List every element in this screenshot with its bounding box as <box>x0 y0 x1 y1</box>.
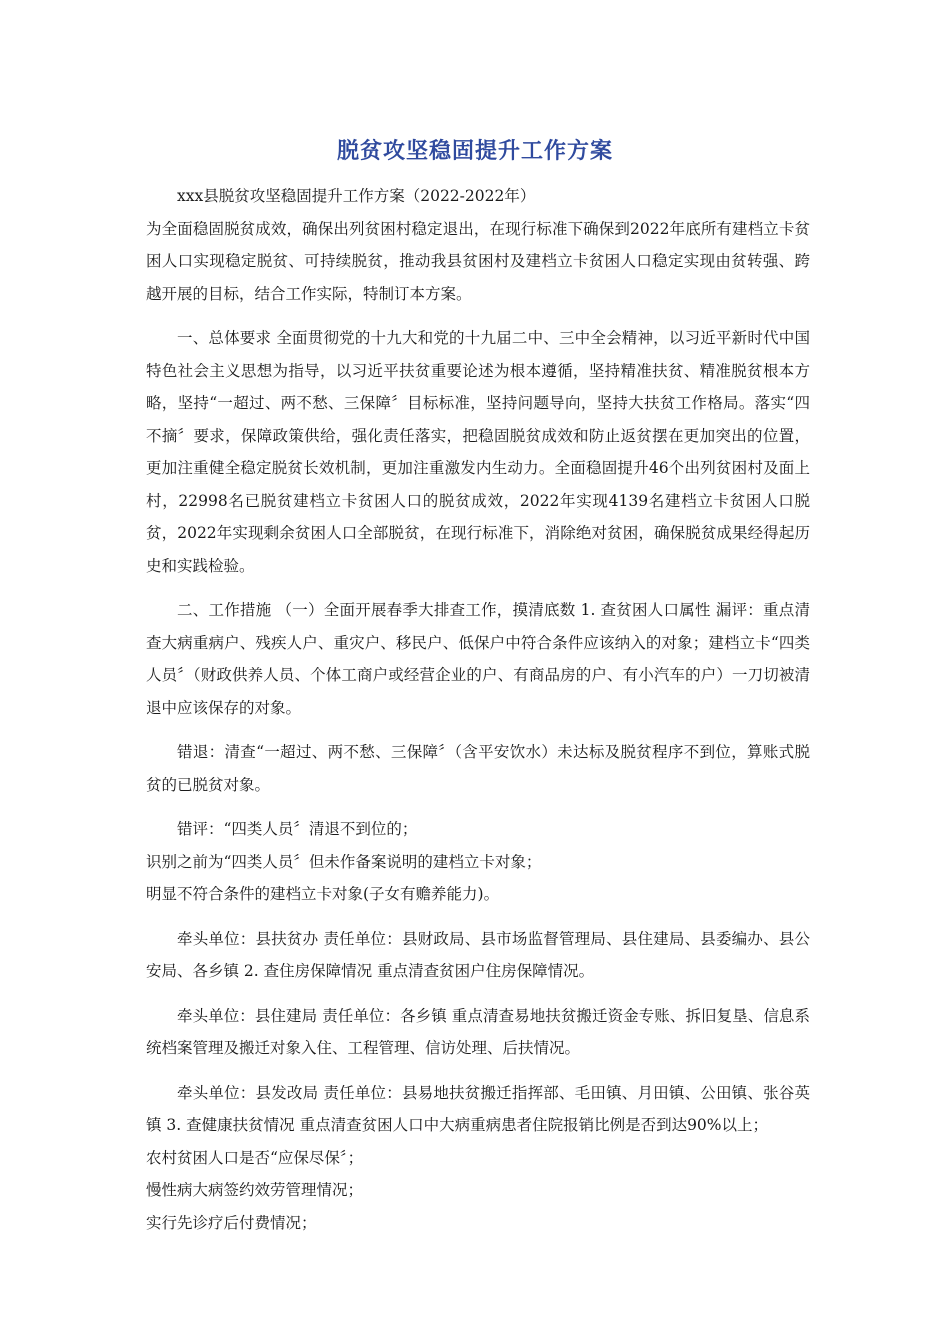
paragraph-wrong-evaluation-item-2: 明显不符合条件的建档立卡对象(子女有赡养能力)。 <box>146 885 500 903</box>
paragraph-wrong-exit: 错退：清查“一超过、两不愁、三保障〞（含平安饮水）未达标及脱贫程序不到位，算账式脱贫的已脱贫对象。 <box>146 743 810 794</box>
paragraph-work-measures: 二、工作措施 （一）全面开展春季大排查工作，摸清底数 1. 查贫困人口属性 漏评：重点清查大病重病户、残疾人户、重灾户、移民户、低保户中符合条件应该纳入的对象；建档立卡“四类人员〞（财政供养人员、个体工商户或经营企业的户、有商品房的户、有小汽车的户）一刀切被清退中应该保存的对象。 <box>146 601 810 717</box>
paragraph-health-item-3: 实行先诊疗后付费情况； <box>146 1213 317 1232</box>
document-body <box>146 180 810 1239</box>
paragraph-lead-unit-housing: 牵头单位：县住建局 责任单位：各乡镇 重点清查易地扶贫搬迁资金专账、拆旧复垦、信息系统档案管理及搬迁对象入住、工程管理、信访处理、后扶情况。 <box>146 1006 810 1057</box>
document-title: 脱贫攻坚稳固提升工作方案 <box>336 139 613 164</box>
paragraph-general-requirements: 一、总体要求 全面贯彻党的十九大和党的十九届二中、三中全会精神，以习近平新时代中国特色社会主义思想为指导，以习近平扶贫重要论述为根本遵循，坚持精准扶贫、精准脱贫根本方略，坚持“一超过、两不愁、三保障〞目标标准，坚持问题导向，坚持大扶贫工作格局。落实“四不摘〞要求，保障政策供给，强化责任落实，把稳固脱贫成效和防止返贫摆在更加突出的位置，更加注重健全稳定脱贫长效机制，更加注重激发内生动力。全面稳固提升46个出列贫困村及面上村，22998名已脱贫建档立卡贫困人口的脱贫成效，2022年实现4139名建档立卡贫困人口脱贫，2022年实现剩余贫困人口全部脱贫，在现行标准下，消除绝对贫困，确保脱贫成果经得起历史和实践检验。 <box>146 329 810 575</box>
paragraph-health-item-1: 农村贫困人口是否“应保尽保〞； <box>146 1148 364 1167</box>
paragraph-wrong-evaluation-item-1: 识别之前为“四类人员〞但未作备案说明的建档立卡对象； <box>146 852 542 871</box>
paragraph-lead-unit-development: 牵头单位：县发改局 责任单位：县易地扶贫搬迁指挥部、毛田镇、月田镇、公田镇、张谷英镇 3. 查健康扶贫情况 重点清查贫困人口中大病重病患者住院报销比例是否到达90%以上； <box>146 1083 810 1134</box>
paragraph-wrong-evaluation: 错评：“四类人员〞清退不到位的； <box>177 820 418 838</box>
paragraph-lead-unit-poverty-office: 牵头单位：县扶贫办 责任单位：县财政局、县市场监督管理局、县住建局、县委编办、县公安局、各乡镇 2. 查住房保障情况 重点清查贫困户住房保障情况。 <box>146 929 810 980</box>
paragraph-intro: 为全面稳固脱贫成效，确保出列贫困村稳定退出，在现行标准下确保到2022年底所有建档立卡贫困人口实现稳定脱贫、可持续脱贫，推动我县贫困村及建档立卡贫困人口稳定实现由贫转强、跨越开展的目标，结合工作实际，特制订本方案。 <box>146 219 810 303</box>
paragraph-subtitle: xxx县脱贫攻坚稳固提升工作方案（2022-2022年） <box>177 187 536 205</box>
paragraph-health-item-2: 慢性病大病签约效劳管理情况； <box>146 1181 364 1199</box>
